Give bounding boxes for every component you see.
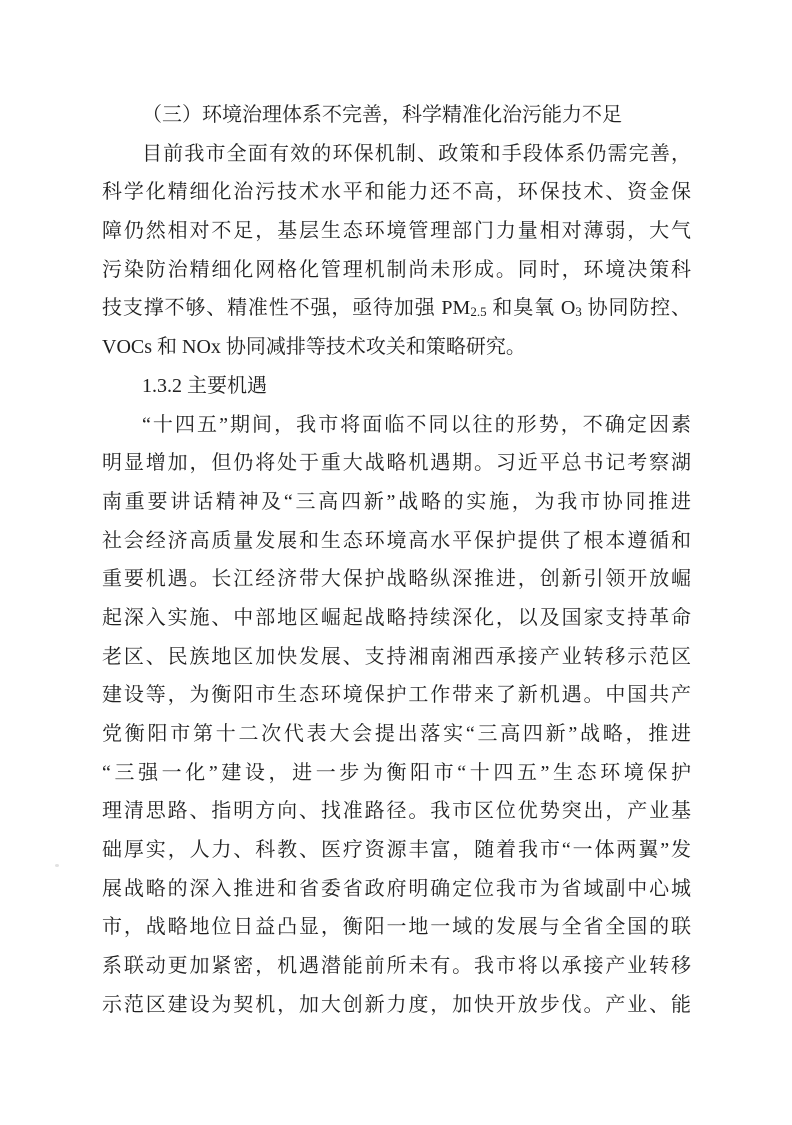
body-line — [102, 560, 691, 599]
text-segment: 明显增加，但仍将处于重大战略机遇期。习近平总书记考察湖 — [102, 452, 691, 475]
text-segment: 系联动更加紧密，机遇潜能前所未有。我市将以承接产业转移 — [102, 955, 691, 978]
text-segment: 展战略的深入推进和省委省政府明确定位我市为省域副中心城 — [102, 877, 691, 900]
text-segment: 重要机遇。长江经济带大保护战略纵深推进，创新引领开放崛 — [102, 568, 691, 591]
subsection-heading-line — [102, 367, 691, 406]
body-line — [102, 406, 691, 445]
text-segment: 础厚实，人力、科教、医疗资源丰富，随着我市“一体两翼”发 — [102, 839, 691, 862]
text-segment: 理清思路、指明方向、找准路径。我市区位优势突出，产业基 — [102, 800, 691, 823]
body-line — [102, 986, 691, 1025]
body-line — [102, 483, 691, 522]
text-segment: “三强一化”建设，进一步为衡阳市“十四五”生态环境保护 — [102, 761, 691, 784]
text-segment: 科学化精细化治污技术水平和能力还不高，环保技术、资金保 — [102, 181, 691, 204]
body-line — [102, 173, 691, 212]
text-segment: 市，战略地位日益凸显，衡阳一地一域的发展与全省全国的联 — [102, 916, 691, 939]
body-line — [102, 328, 691, 367]
text-segment: 示范区建设为契机，加大创新力度，加快开放步伐。产业、能 — [102, 993, 691, 1016]
text-segment: 和臭氧 O — [486, 297, 576, 320]
text-segment: “十四五”期间，我市将面临不同以往的形势，不确定因素 — [142, 413, 691, 436]
text-segment: 社会经济高质量发展和生态环境高水平保护提供了根本遵循和 — [102, 529, 691, 552]
text-segment: 目前我市全面有效的环保机制、政策和手段体系仍需完善， — [142, 142, 691, 165]
text-segment: 障仍然相对不足，基层生态环境管理部门力量相对薄弱，大气 — [102, 220, 691, 243]
body-line — [102, 289, 691, 328]
body-line — [102, 522, 691, 561]
text-segment: （三）环境治理体系不完善，科学精准化治污能力不足 — [142, 104, 622, 126]
text-segment: 技支撑不够、精准性不强，亟待加强 PM — [102, 297, 471, 320]
text-segment: 协同防控、 — [581, 297, 691, 320]
subscript-text: 2.5 — [470, 304, 487, 320]
text-segment: 南重要讲话精神及“三高四新”战略的实施，为我市协同推进 — [102, 490, 691, 513]
body-line — [102, 444, 691, 483]
body-line — [102, 870, 691, 909]
text-segment: 起深入实施、中部地区崛起战略持续深化，以及国家支持革命 — [102, 606, 691, 629]
text-segment: 党衡阳市第十二次代表大会提出落实“三高四新”战略，推进 — [102, 723, 691, 745]
body-line — [102, 947, 691, 986]
body-line — [102, 212, 691, 251]
body-line — [102, 908, 691, 947]
scan-artifact — [55, 864, 59, 867]
body-line — [102, 754, 691, 793]
text-segment: 建设等，为衡阳市生态环境保护工作带来了新机遇。中国共产 — [102, 684, 691, 707]
text-segment: 老区、民族地区加快发展、支持湘南湘西承接产业转移示范区 — [102, 645, 691, 668]
body-line — [102, 251, 691, 290]
section-heading-line — [102, 96, 691, 135]
text-block — [102, 96, 691, 1025]
text-segment: 1.3.2 主要机遇 — [142, 374, 267, 397]
text-segment: 污染防治精细化网格化管理机制尚未形成。同时，环境决策科 — [102, 258, 691, 281]
subscript-text: 3 — [575, 304, 582, 320]
body-line — [102, 792, 691, 831]
text-segment: VOCs 和 NOx 协同减排等技术攻关和策略研究。 — [102, 336, 526, 359]
body-line — [102, 638, 691, 677]
body-line — [102, 135, 691, 174]
body-line — [102, 676, 691, 715]
body-line — [102, 831, 691, 870]
body-line — [102, 715, 691, 754]
body-line — [102, 599, 691, 638]
